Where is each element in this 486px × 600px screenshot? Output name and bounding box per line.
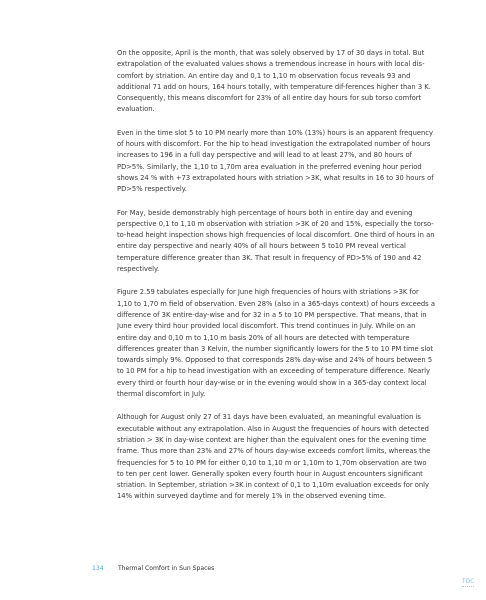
running-title: Thermal Comfort in Sun Spaces bbox=[117, 565, 215, 572]
paragraph-april: On the opposite, April is the month, that was solely observed by 17 of 30 days in total. But extrapolation of the evaluated values shows a tremendous increase in hours with local dis-comfort by striation. An entire day and 0,1 to 1,10 m observation focus reveals 93 and additional 71 add on hours, 164 hours totally, with temperature dif-ferences higher than 3 K. Consequently, this means discomfort for 23% of all entire day hours for sub torso comfort evaluation. bbox=[117, 49, 431, 114]
paragraph-evening-slot: Even in the time slot 5 to 10 PM nearly more than 10% (13%) hours is an apparent frequency of hours with discomfort. For the hip to head investigation the extrapolated number of hours increases to 196 in a full day perspective and will lead to at least 27%, and 80 hours of PD>5%. Similarly, the 1,10 to 1,70m area evaluation in the preferred evening hour period shows 24 % with +73 extrapolated hours with striation >3K, what results in 16 to 30 hours of PD>5% respectively. bbox=[117, 128, 434, 194]
paragraph-august-september: Although for August only 27 of 31 days have been evaluated, an meaningful evaluation is executable without any extrapolation. Also in August the frequencies of hours with detected striation > 3K in day-wise context are higher than the equivalent ones for the evening time frame. Thus more than 23% and 27% of hours day-wise exceeds comfort limits, whereas the frequencies for 5 to 10 PM for either 0,10 to 1,10 m or 1,10m to 1,70m observation are two to ten per cent lower. Generally spoken every fourth hour in August encounters significant striation. In September, striation >3K in context of 0,1 to 1,10m evaluation exceeds for only 14% within surveyed daytime and for merely 1% in the observed evening time. bbox=[117, 413, 431, 501]
paragraph-june-july: Figure 2.59 tabulates especially for June high frequencies of hours with striations >3K for 1,10 to 1,70 m field of observation. Even 28% (also in a 365-days context) of hours exceeds a difference of 3K entire-day-wise and for 32 in a 5 to 10 PM perspective. That means, that in June every third hour provided local discomfort. This trend continues in July. While on an entire day and 0,10 m to 1,10 m basis 20% of all hours are detected with temperature differences greater than 3 Kelvin, the number significantly lowers for the 5 to 10 PM time slot towards simply 9%. Opposed to that corresponds 28% day-wise and 24% of hours between 5 to 10 PM for a hip to head investigation with an exceeding of temperature difference. Nearly every third or fourth hour day-wise or in the evening would show in a 365-day context local thermal discomfort in July. bbox=[117, 288, 435, 399]
paragraph-may: For May, beside demonstrably high percentage of hours both in entire day and evening perspective 0,1 to 1,10 m observation with striation >3K of 20 and 15%, especially the torso-to-head height inspection shows high frequencies of local discomfort. One third of hours in an entire day perspective and nearly 40% of all hours between 5 to10 PM reveal vertical temperature difference greater than 3K. That result in frequency of PD>5% of 190 and 42 respectively. bbox=[117, 208, 435, 274]
body-text bbox=[117, 48, 435, 515]
toc-link[interactable]: TOC bbox=[462, 579, 475, 585]
page-footer bbox=[92, 565, 214, 573]
page-number: 134 bbox=[92, 565, 104, 572]
